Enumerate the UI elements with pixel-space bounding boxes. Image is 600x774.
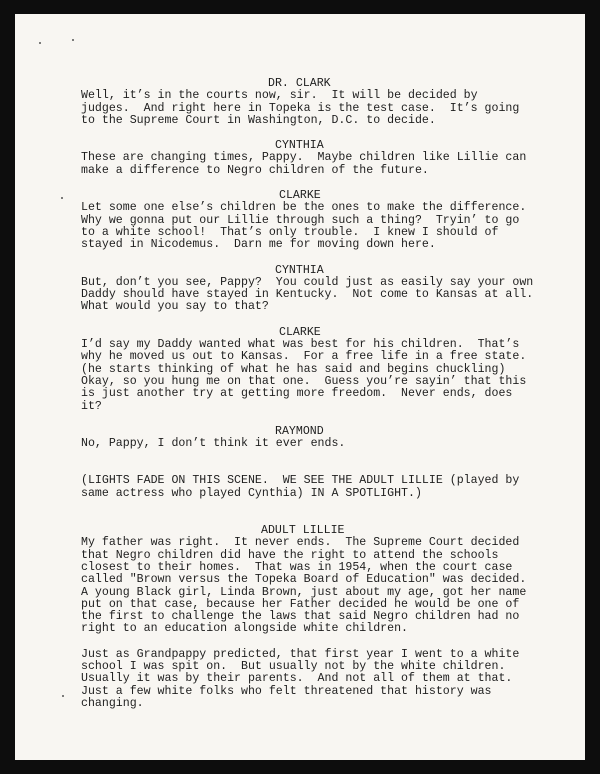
stage-direction [81, 475, 531, 500]
character-name: CYNTHIA [275, 263, 324, 277]
page-speck [72, 39, 74, 41]
dialogue-line: is just another try at getting more freedom. Never ends, does [81, 387, 513, 401]
dialogue-line: But, don’t you see, Pappy? You could just as easily say your own [81, 275, 534, 289]
character-name: ADULT LILLIE [261, 524, 345, 538]
dialogue-line: Just as Grandpappy predicted, that first year I went to a white [81, 647, 520, 661]
character-name: CYNTHIA [275, 139, 324, 153]
dialogue-line: to the Supreme Court in Washington, D.C. to decide. [81, 113, 436, 127]
dialogue-line: What would you say to that? [81, 300, 269, 314]
character-name: RAYMOND [275, 424, 324, 438]
dialogue-block [81, 426, 531, 451]
dialogue-line: to a white school! That’s only trouble. I knew I should of [81, 225, 499, 239]
dialogue-line: Why we gonna put our Lillie through such a thing? Tryin’ to go [81, 213, 520, 227]
dialogue-line: closest to their homes. That was in 1954, when the court case [81, 560, 513, 574]
dialogue-line: the first to challenge the laws that said Negro children had no [81, 610, 520, 624]
dialogue-line: No, Pappy, I don’t think it ever ends. [81, 437, 346, 451]
dialogue-line: that Negro children did have the right to attend the schools [81, 548, 499, 562]
dialogue-line: right to an education alongside white children. [81, 622, 408, 636]
character-name: CLARKE [279, 189, 321, 203]
dialogue-block [81, 140, 531, 177]
dialogue-line: why he moved us out to Kansas. For a free life in a free state. [81, 350, 527, 364]
dialogue-line: I’d say my Daddy wanted what was best for his children. That’s [81, 338, 520, 352]
dialogue-line: stayed in Nicodemus. Darn me for moving down here. [81, 238, 436, 252]
dialogue-line: school I was spit on. But usually not by the white children. [81, 659, 506, 673]
dialogue-block [81, 263, 534, 314]
stage-direction-line: same actress who played Cynthia) IN A SPOTLIGHT.) [81, 486, 422, 500]
character-name: DR. CLARK [268, 77, 331, 90]
dialogue-line: changing. [81, 696, 144, 710]
script-page [15, 14, 585, 760]
dialogue-line: Okay, so you hung me on that one. Guess you’re sayin’ that this [81, 374, 527, 388]
dialogue-line: Daddy should have stayed in Kentucky. Not come to Kansas at all. [81, 288, 534, 302]
dialogue-line: it? [81, 399, 102, 413]
page-speck [39, 42, 41, 44]
dialogue-line: Let some one else’s children be the ones to make the difference. [81, 201, 527, 215]
dialogue-line: These are changing times, Pappy. Maybe children like Lillie can [81, 151, 527, 165]
monologue-block [81, 525, 531, 710]
dialogue-line: (he starts thinking of what he has said and begins chuckling) [81, 362, 506, 376]
dialogue-line: Well, it’s in the courts now, sir. It will be decided by [81, 89, 478, 103]
page-speck [61, 197, 63, 199]
dialogue-line: judges. And right here in Topeka is the test case. It’s going [81, 101, 520, 115]
dialogue-line: A young Black girl, Linda Brown, just about my age, got her name [81, 585, 527, 599]
dialogue-line: called "Brown versus the Topeka Board of Education" was decided. [81, 573, 527, 587]
script-text [81, 77, 534, 723]
dialogue-line: My father was right. It never ends. The Supreme Court decided [81, 536, 520, 550]
dialogue-block [81, 78, 531, 127]
character-name: CLARKE [279, 325, 321, 339]
dialogue-line: put on that case, because her Father decided he would be one of [81, 597, 520, 611]
paragraph-break [81, 636, 531, 649]
dialogue-line: Just a few white folks who felt threatened that history was [81, 684, 492, 698]
dialogue-block [81, 190, 531, 251]
dialogue-line: make a difference to Negro children of the future. [81, 163, 429, 177]
page-speck [62, 695, 64, 697]
dialogue-block [81, 327, 531, 413]
stage-direction-line: (LIGHTS FADE ON THIS SCENE. WE SEE THE ADULT LILLIE (played by [81, 474, 520, 488]
dialogue-line: Usually it was by their parents. And not all of them at that. [81, 672, 513, 686]
